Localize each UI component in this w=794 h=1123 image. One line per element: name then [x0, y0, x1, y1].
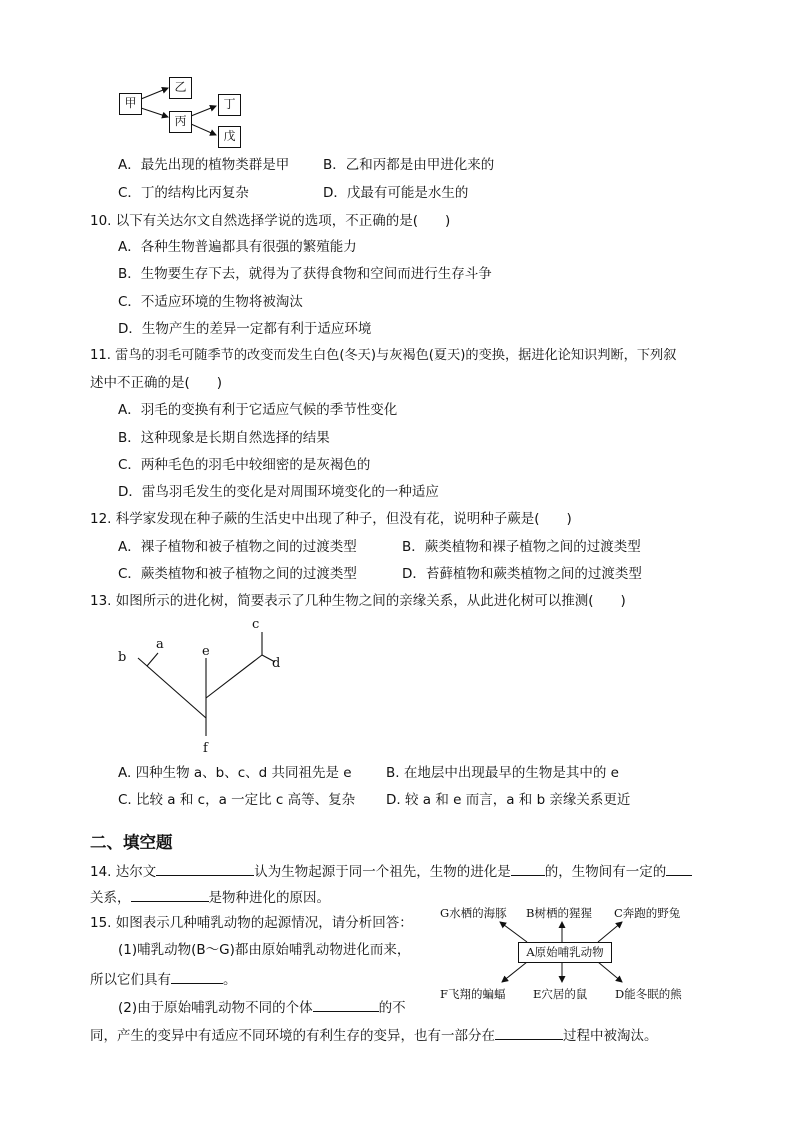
q15-sub1-cont [90, 969, 237, 989]
node-bing: 丙 [169, 111, 192, 133]
q9-option-c[interactable]: C．丁的结构比丙复杂 [118, 185, 249, 201]
q15-blank-2[interactable] [313, 997, 379, 1012]
q14-blank-1[interactable] [156, 861, 254, 876]
q12-option-a[interactable]: A．裸子植物和被子植物之间的过渡类型 [118, 539, 357, 555]
mammal-label-f: F飞翔的蝙蝠 [440, 987, 506, 1001]
q11-stem-line1: 11. 雷鸟的羽毛可随季节的改变而发生白色(冬天)与灰褐色(夏天)的变换，据进化论知识判断，下列叙 [90, 348, 677, 363]
section-title-fill-in: 二、填空题 [90, 833, 173, 852]
q10-option-a[interactable]: A．各种生物普遍都具有很强的繁殖能力 [118, 239, 357, 255]
node-mammal-center: A原始哺乳动物 [518, 942, 612, 963]
q14-text-2: 认为生物起源于同一个祖先，生物的进化是 [254, 864, 511, 880]
q15-stem: 15. 如图表示几种哺乳动物的起源情况，请分析回答： [90, 915, 413, 931]
q10-option-b[interactable]: B．生物要生存下去，就得为了获得食物和空间而进行生存斗争 [118, 266, 492, 282]
q9-option-a[interactable]: A．最先出现的植物类群是甲 [118, 157, 290, 173]
node-wu: 戊 [218, 126, 241, 148]
arrow-jia-bing [141, 108, 168, 117]
node-ding: 丁 [218, 94, 241, 116]
mammal-label-g: G水栖的海豚 [440, 906, 507, 920]
node-yi: 乙 [169, 77, 192, 99]
q13-option-c[interactable]: C. 比较 a 和 c，a 一定比 c 高等、复杂 [118, 792, 356, 808]
q13-option-d[interactable]: D. 较 a 和 e 而言，a 和 b 亲缘关系更近 [386, 792, 631, 808]
q15-text-4a: (2)由于原始哺乳动物不同的个体 [118, 1000, 313, 1016]
q14-line1 [90, 861, 692, 881]
q13-stem: 13. 如图所示的进化树，简要表示了几种生物之间的亲缘关系，从此进化树可以推测( ) [90, 593, 626, 609]
tree-label-a: a [156, 637, 164, 652]
q11-option-a[interactable]: A．羽毛的变换有利于它适应气候的季节性变化 [118, 402, 398, 418]
q12-option-c[interactable]: C．蕨类植物和被子植物之间的过渡类型 [118, 566, 357, 582]
q11-option-b[interactable]: B．这种现象是长期自然选择的结果 [118, 430, 330, 446]
mammal-label-c: C奔跑的野兔 [614, 906, 681, 920]
q10-stem: 10. 以下有关达尔文自然选择学说的选项，不正确的是( ) [90, 213, 451, 229]
q10-option-c[interactable]: C．不适应环境的生物将被淘汰 [118, 294, 303, 310]
q14-text-1: 14. 达尔文 [90, 864, 157, 880]
q15-sub2-cont [90, 1025, 658, 1045]
q15-text-3b: 。 [223, 972, 237, 988]
tree-label-c: c [252, 617, 260, 632]
q14-blank-4[interactable] [131, 887, 209, 902]
q14-blank-3[interactable] [666, 861, 692, 876]
q15-blank-1[interactable] [171, 969, 223, 984]
q9-option-b[interactable]: B．乙和丙都是由甲进化来的 [323, 157, 495, 173]
q13-option-b[interactable]: B. 在地层中出现最早的生物是其中的 e [386, 765, 619, 781]
mammal-label-e: E穴居的鼠 [533, 987, 588, 1001]
mammal-label-b: B树栖的猩猩 [526, 906, 592, 920]
arrow-bing-ding [191, 106, 216, 116]
q14-blank-2[interactable] [511, 861, 545, 876]
q11-option-d[interactable]: D．雷鸟羽毛发生的变化是对周围环境变化的一种适应 [118, 484, 439, 500]
q11-option-c[interactable]: C．两种毛色的羽毛中较细密的是灰褐色的 [118, 457, 371, 473]
q14-line2 [90, 887, 330, 907]
q12-option-d[interactable]: D．苔藓植物和蕨类植物之间的过渡类型 [402, 566, 642, 582]
q13-option-a[interactable]: A. 四种生物 a、b、c、d 共同祖先是 e [118, 765, 352, 781]
tree-label-f: f [203, 741, 208, 756]
q15-sub2 [118, 997, 406, 1017]
q12-option-b[interactable]: B．蕨类植物和裸子植物之间的过渡类型 [402, 539, 641, 555]
q15-blank-3[interactable] [495, 1025, 563, 1040]
tree-label-d: d [272, 656, 281, 671]
q15-sub1: (1)哺乳动物(B～G)都由原始哺乳动物进化而来， [118, 942, 411, 958]
q11-stem-line2: 述中不正确的是( ) [90, 375, 223, 391]
q15-text-4b: 的不 [378, 1000, 406, 1016]
q14-text-5: 是物种进化的原因。 [208, 890, 330, 906]
q14-text-4: 关系， [90, 890, 131, 906]
q15-text-3a: 所以它们具有 [90, 972, 171, 988]
arrow-bing-wu [191, 124, 216, 135]
q9-option-d[interactable]: D．戊最有可能是水生的 [323, 185, 469, 201]
q14-text-3: 的，生物间有一定的 [544, 864, 667, 880]
q15-text-5b: 过程中被淘汰。 [563, 1028, 658, 1044]
q15-text-5a: 同，产生的变异中有适应不同环境的有利生存的变异，也有一部分在 [90, 1028, 495, 1044]
mammal-label-d: D能冬眠的熊 [615, 987, 682, 1001]
tree-label-b: b [118, 650, 127, 665]
q12-stem: 12. 科学家发现在种子蕨的生活史中出现了种子，但没有花，说明种子蕨是( ) [90, 511, 572, 527]
q10-option-d[interactable]: D．生物产生的差异一定都有利于适应环境 [118, 321, 372, 337]
node-jia: 甲 [119, 93, 142, 115]
arrow-jia-yi [141, 88, 168, 99]
tree-label-e: e [202, 644, 210, 659]
